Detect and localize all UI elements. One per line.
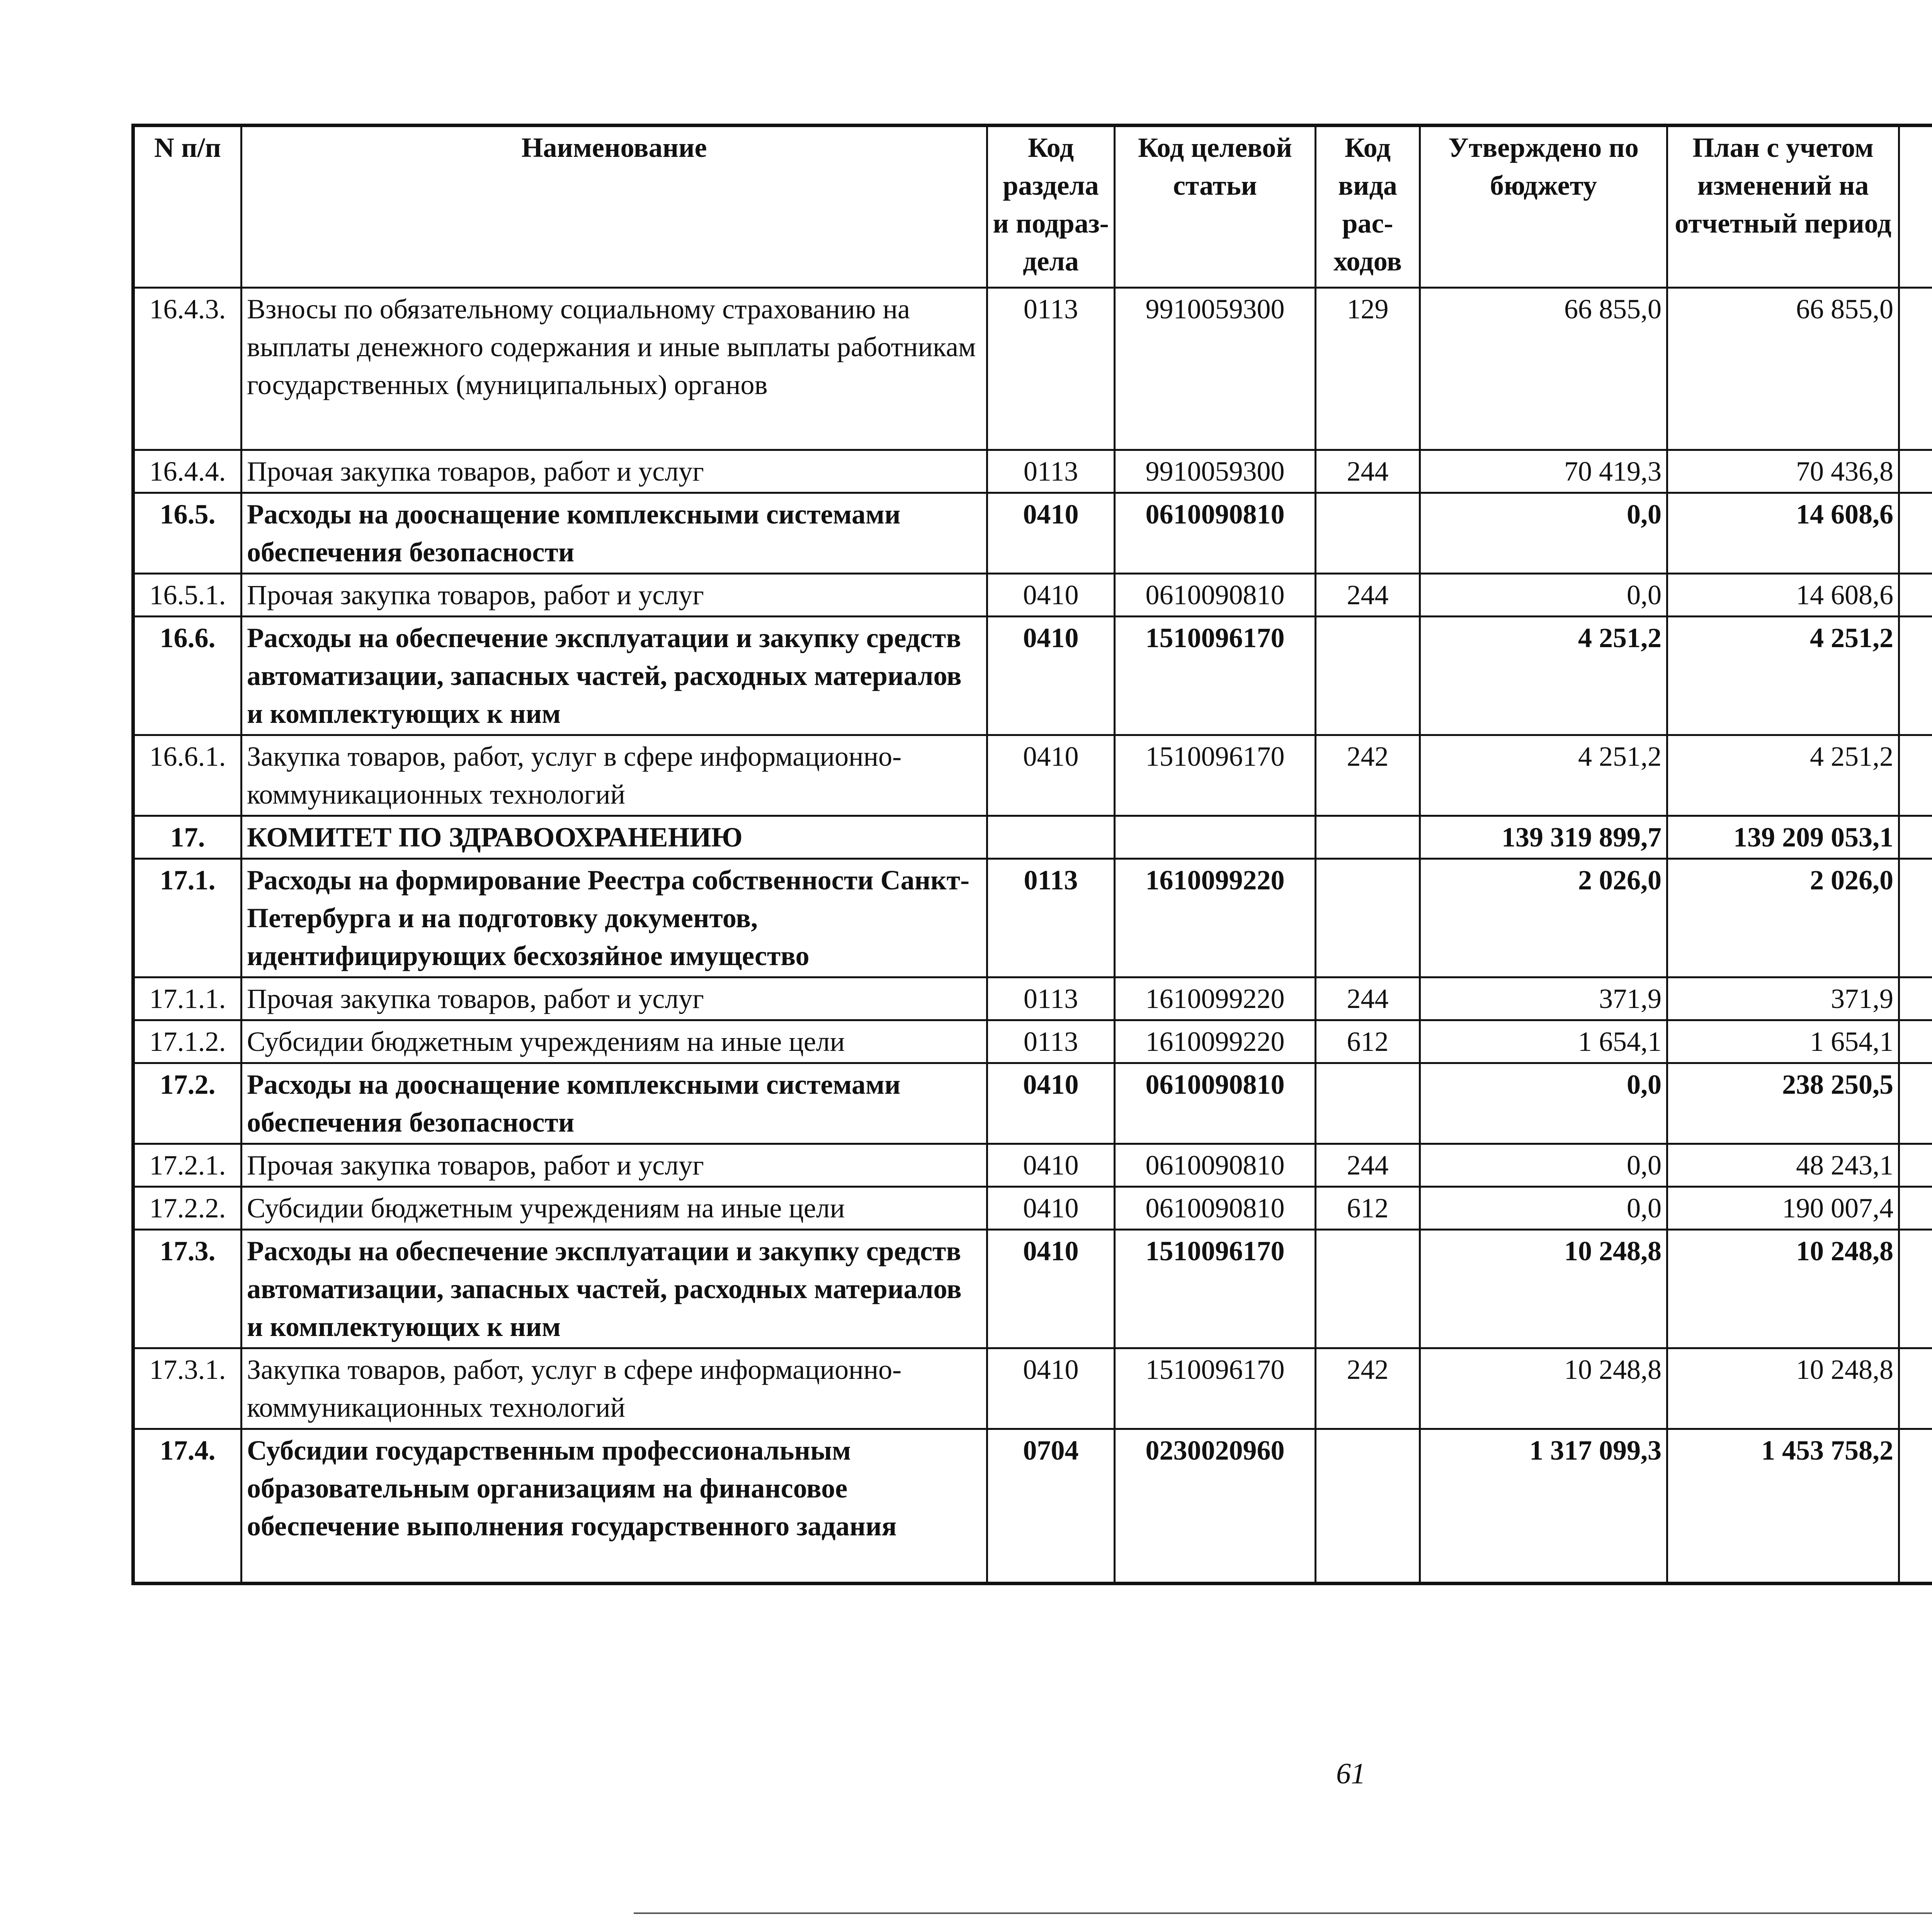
executed-amount	[1899, 1020, 1932, 1063]
target-code: 0610090810	[1115, 1187, 1316, 1230]
table-row	[133, 288, 1932, 450]
executed-amount	[1899, 1144, 1932, 1187]
target-code: 1510096170	[1115, 1230, 1316, 1348]
approved-amount: 0,0	[1420, 493, 1667, 574]
approved-amount: 10 248,8	[1420, 1230, 1667, 1348]
plan-amount: 1 654,1	[1667, 1020, 1899, 1063]
row-number: 17.2.1.	[133, 1144, 242, 1187]
row-number: 16.5.	[133, 493, 242, 574]
plan-amount: 70 436,8	[1667, 450, 1899, 493]
plan-amount: 10 248,8	[1667, 1230, 1899, 1348]
section-code: 0410	[987, 1144, 1115, 1187]
target-code: 1510096170	[1115, 617, 1316, 735]
executed-amount	[1899, 574, 1932, 617]
expense-code	[1316, 859, 1420, 977]
approved-amount: 4 251,2	[1420, 735, 1667, 816]
section-code: 0410	[987, 1063, 1115, 1144]
table-row	[133, 1063, 1932, 1144]
row-number: 17.1.2.	[133, 1020, 242, 1063]
expense-code: 244	[1316, 977, 1420, 1020]
row-number: 17.2.	[133, 1063, 242, 1144]
target-code: 0230020960	[1115, 1429, 1316, 1584]
plan-amount: 371,9	[1667, 977, 1899, 1020]
row-number: 17.1.	[133, 859, 242, 977]
header-expense-code: Код вида рас-ходов	[1316, 126, 1420, 288]
row-number: 17.	[133, 816, 242, 859]
header-approved: Утверждено по бюджету	[1420, 126, 1667, 288]
executed-amount	[1899, 1429, 1932, 1584]
target-code: 1610099220	[1115, 859, 1316, 977]
row-name: Закупка товаров, работ, услуг в сфере информационно-коммуникационных технологий	[242, 735, 987, 816]
executed-amount	[1899, 977, 1932, 1020]
expense-code	[1316, 1063, 1420, 1144]
row-number: 17.3.1.	[133, 1348, 242, 1429]
row-name: Расходы на обеспечение эксплуатации и закупку средств автоматизации, запасных частей, расходных материалов и комплектующих к ним	[242, 617, 987, 735]
target-code: 0610090810	[1115, 574, 1316, 617]
header-num: N п/п	[133, 126, 242, 288]
row-number: 17.4.	[133, 1429, 242, 1584]
row-name: Расходы на формирование Реестра собственности Санкт-Петербурга и на подготовку документов, идентифицирующих бесхозяйное имущество	[242, 859, 987, 977]
table-body	[133, 288, 1932, 1584]
table-row	[133, 574, 1932, 617]
row-number: 16.5.1.	[133, 574, 242, 617]
expense-code	[1316, 617, 1420, 735]
target-code: 9910059300	[1115, 288, 1316, 450]
row-name: Субсидии бюджетным учреждениям на иные цели	[242, 1187, 987, 1230]
row-name: Закупка товаров, работ, услуг в сфере информационно-коммуникационных технологий	[242, 1348, 987, 1429]
row-name: Субсидии бюджетным учреждениям на иные цели	[242, 1020, 987, 1063]
section-code: 0410	[987, 735, 1115, 816]
section-code: 0704	[987, 1429, 1115, 1584]
header-executed	[1899, 126, 1932, 288]
target-code: 0610090810	[1115, 493, 1316, 574]
table-row	[133, 1230, 1932, 1348]
table-row	[133, 1020, 1932, 1063]
executed-amount	[1899, 859, 1932, 977]
section-code: 0410	[987, 574, 1115, 617]
plan-amount: 4 251,2	[1667, 617, 1899, 735]
plan-amount: 14 608,6	[1667, 493, 1899, 574]
approved-amount: 0,0	[1420, 1063, 1667, 1144]
section-code: 0113	[987, 859, 1115, 977]
target-code: 1510096170	[1115, 735, 1316, 816]
approved-amount: 0,0	[1420, 1144, 1667, 1187]
executed-amount	[1899, 1187, 1932, 1230]
row-name: Субсидии государственным профессиональным образовательным организациям на финансовое обеспечение выполнения государственного задания	[242, 1429, 987, 1584]
row-name: Прочая закупка товаров, работ и услуг	[242, 450, 987, 493]
executed-amount	[1899, 735, 1932, 816]
table-row	[133, 493, 1932, 574]
plan-amount: 238 250,5	[1667, 1063, 1899, 1144]
section-code: 0410	[987, 1230, 1115, 1348]
approved-amount: 2 026,0	[1420, 859, 1667, 977]
expense-code	[1316, 1230, 1420, 1348]
table-row	[133, 1348, 1932, 1429]
section-code: 0410	[987, 493, 1115, 574]
table-row	[133, 1187, 1932, 1230]
section-code: 0113	[987, 1020, 1115, 1063]
section-code: 0410	[987, 1348, 1115, 1429]
header-section-code: Код раздела и подраз-дела	[987, 126, 1115, 288]
row-number: 17.2.2.	[133, 1187, 242, 1230]
target-code: 9910059300	[1115, 450, 1316, 493]
executed-amount	[1899, 1063, 1932, 1144]
approved-amount: 1 317 099,3	[1420, 1429, 1667, 1584]
target-code	[1115, 816, 1316, 859]
row-name: Расходы на обеспечение эксплуатации и закупку средств автоматизации, запасных частей, расходных материалов и комплектующих к ним	[242, 1230, 987, 1348]
executed-amount	[1899, 816, 1932, 859]
row-name: Взносы по обязательному социальному страхованию на выплаты денежного содержания и иные выплаты работникам государственных (муниципальных) органов	[242, 288, 987, 450]
table-row	[133, 617, 1932, 735]
plan-amount: 190 007,4	[1667, 1187, 1899, 1230]
approved-amount: 0,0	[1420, 574, 1667, 617]
table-row	[133, 859, 1932, 977]
section-code: 0113	[987, 288, 1115, 450]
expense-code	[1316, 493, 1420, 574]
section-code: 0410	[987, 1187, 1115, 1230]
plan-amount: 2 026,0	[1667, 859, 1899, 977]
row-number: 17.3.	[133, 1230, 242, 1348]
page-number: 61	[1336, 1758, 1366, 1790]
approved-amount: 0,0	[1420, 1187, 1667, 1230]
approved-amount: 371,9	[1420, 977, 1667, 1020]
expense-code: 612	[1316, 1187, 1420, 1230]
plan-amount: 4 251,2	[1667, 735, 1899, 816]
executed-amount	[1899, 617, 1932, 735]
executed-amount	[1899, 493, 1932, 574]
plan-amount: 14 608,6	[1667, 574, 1899, 617]
expense-code: 242	[1316, 735, 1420, 816]
expense-code: 244	[1316, 450, 1420, 493]
target-code: 0610090810	[1115, 1144, 1316, 1187]
approved-amount: 70 419,3	[1420, 450, 1667, 493]
executed-amount	[1899, 1348, 1932, 1429]
table-row	[133, 977, 1932, 1020]
approved-amount: 10 248,8	[1420, 1348, 1667, 1429]
row-number: 17.1.1.	[133, 977, 242, 1020]
header-name: Наименование	[242, 126, 987, 288]
row-name: КОМИТЕТ ПО ЗДРАВООХРАНЕНИЮ	[242, 816, 987, 859]
plan-amount: 10 248,8	[1667, 1348, 1899, 1429]
plan-amount: 139 209 053,1	[1667, 816, 1899, 859]
row-number: 16.6.	[133, 617, 242, 735]
row-number: 16.6.1.	[133, 735, 242, 816]
target-code: 1510096170	[1115, 1348, 1316, 1429]
table-row	[133, 735, 1932, 816]
budget-execution-table	[131, 124, 1932, 1585]
expense-code: 242	[1316, 1348, 1420, 1429]
plan-amount: 66 855,0	[1667, 288, 1899, 450]
target-code: 1610099220	[1115, 977, 1316, 1020]
expense-code: 244	[1316, 1144, 1420, 1187]
expense-code: 129	[1316, 288, 1420, 450]
approved-amount: 139 319 899,7	[1420, 816, 1667, 859]
header-plan: План с учетом изменений на отчетный период	[1667, 126, 1899, 288]
expense-code: 244	[1316, 574, 1420, 617]
section-code: 0113	[987, 977, 1115, 1020]
executed-amount	[1899, 288, 1932, 450]
plan-amount: 1 453 758,2	[1667, 1429, 1899, 1584]
approved-amount: 1 654,1	[1420, 1020, 1667, 1063]
expense-code	[1316, 816, 1420, 859]
plan-amount: 48 243,1	[1667, 1144, 1899, 1187]
expense-code	[1316, 1429, 1420, 1584]
target-code: 0610090810	[1115, 1063, 1316, 1144]
table-row	[133, 450, 1932, 493]
row-name: Расходы на дооснащение комплексными системами обеспечения безопасности	[242, 493, 987, 574]
row-name: Расходы на дооснащение комплексными системами обеспечения безопасности	[242, 1063, 987, 1144]
section-code: 0410	[987, 617, 1115, 735]
section-code	[987, 816, 1115, 859]
row-name: Прочая закупка товаров, работ и услуг	[242, 1144, 987, 1187]
approved-amount: 4 251,2	[1420, 617, 1667, 735]
target-code: 1610099220	[1115, 1020, 1316, 1063]
executed-amount	[1899, 1230, 1932, 1348]
scan-artifact-line	[634, 1912, 1932, 1914]
header-target-code: Код целевой статьи	[1115, 126, 1316, 288]
approved-amount: 66 855,0	[1420, 288, 1667, 450]
section-code: 0113	[987, 450, 1115, 493]
executed-amount	[1899, 450, 1932, 493]
row-number: 16.4.3.	[133, 288, 242, 450]
row-name: Прочая закупка товаров, работ и услуг	[242, 574, 987, 617]
row-name: Прочая закупка товаров, работ и услуг	[242, 977, 987, 1020]
expense-code: 612	[1316, 1020, 1420, 1063]
table-row	[133, 1429, 1932, 1584]
table-row	[133, 1144, 1932, 1187]
table-header	[133, 126, 1932, 288]
row-number: 16.4.4.	[133, 450, 242, 493]
table-row	[133, 816, 1932, 859]
